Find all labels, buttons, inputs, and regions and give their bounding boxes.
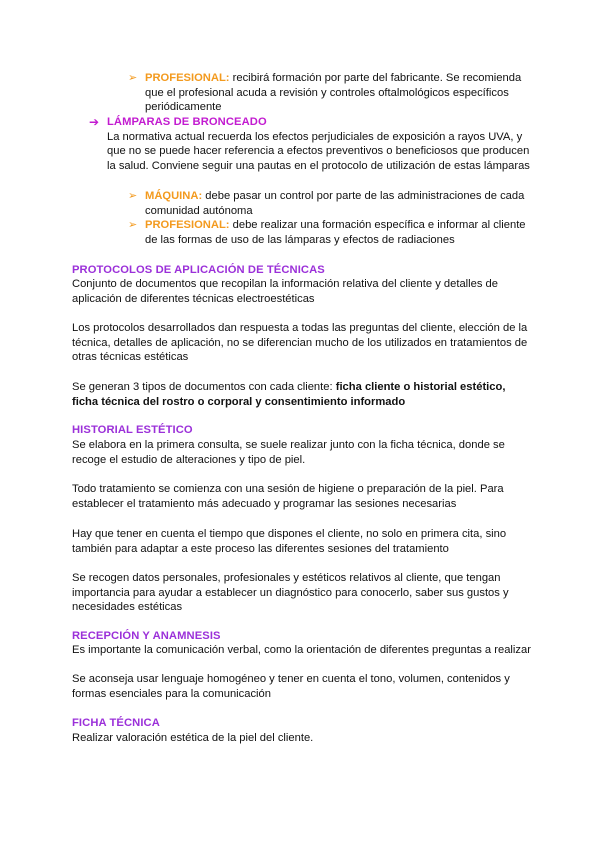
recepcion-p2: Se aconseja usar lenguaje homogéneo y tener en cuenta el tono, volumen, contenidos y formas esenciales para la comunicación [72,673,510,700]
profesional-text: recibirá formación por parte del fabricante. Se recomienda que el profesional acuda a revisión y controles oftalmológicos específicos periódicamente [145,72,522,114]
protocolos-p3 [72,380,532,409]
maquina-text: debe pasar un control por parte de las administraciones de cada comunidad autónoma [145,190,525,217]
historial-p1: Se elabora en la primera consulta, se suele realizar junto con la ficha técnica, donde se recoge el estudio de alteraciones y tipo de piel. [72,439,505,466]
bullet-arrow-icon: ➢ [128,72,138,84]
bullet-arrow-icon: ➢ [128,190,138,202]
historial-heading: HISTORIAL ESTÉTICO [72,424,193,436]
profesional-label: PROFESIONAL: [145,72,230,84]
recepcion-p1: Es importante la comunicación verbal, como la orientación de diferentes preguntas a realizar [72,644,531,656]
lamparas-heading: LÁMPARAS DE BRONCEADO [107,116,267,128]
profesional-lamparas-text: debe realizar una formación específica e informar al cliente de las formas de uso de las lámparas y efectos de radiaciones [145,219,526,246]
protocolos-heading: PROTOCOLOS DE APLICACIÓN DE TÉCNICAS [72,264,325,276]
protocolos-p3-bold: ficha cliente o historial estético, ficha técnica del rostro o corporal y consentimiento informado [72,381,506,408]
maquina-label: MÁQUINA: [145,190,203,202]
profesional-lamparas-item [145,218,535,247]
lamparas-section [107,115,537,173]
historial-p2: Todo tratamiento se comienza con una sesión de higiene o preparación de la piel. Para establecer el tratamiento más adecuado y programar las sesiones necesarias [72,483,504,510]
maquina-item [145,189,535,218]
protocolos-p1: Conjunto de documentos que recopilan la información relativa del cliente y detalles de aplicación de diferentes técnicas electroestéticas [72,278,499,305]
historial-p4: Se recogen datos personales, profesionales y estéticos relativos al cliente, que tengan importancia para ayudar a establecer un diagnóstico para conocerlo, saber sus gustos y necesidades estéticas [72,572,509,614]
protocolos-p3-plain: Se generan 3 tipos de documentos con cada cliente: [72,381,336,393]
main-arrow-icon: ➔ [89,115,100,129]
profesional-item [145,71,535,115]
bullet-arrow-icon: ➢ [128,219,138,231]
profesional-lamparas-label: PROFESIONAL: [145,219,230,231]
ficha-p1: Realizar valoración estética de la piel del cliente. [72,732,314,744]
protocolos-p2: Los protocolos desarrollados dan respuesta a todas las preguntas del cliente, elección de la técnica, detalles de aplicación, no se diferencian mucho de los utilizados en tratamientos de otras técnicas estéticas [72,322,528,364]
ficha-heading: FICHA TÉCNICA [72,717,160,729]
lamparas-text: La normativa actual recuerda los efectos perjudiciales de exposición a rayos UVA, y que no se puede hacer referencia a efectos preventivos o beneficiosos que producen la salud. Conviene seguir una pautas en el protocolo de utilización de estas lámparas [107,130,530,172]
historial-p3: Hay que tener en cuenta el tiempo que dispones el cliente, no solo en primera cita, sino también para adaptar a este proceso las diferentes sesiones del tratamiento [72,528,507,555]
recepcion-heading: RECEPCIÓN Y ANAMNESIS [72,630,221,642]
